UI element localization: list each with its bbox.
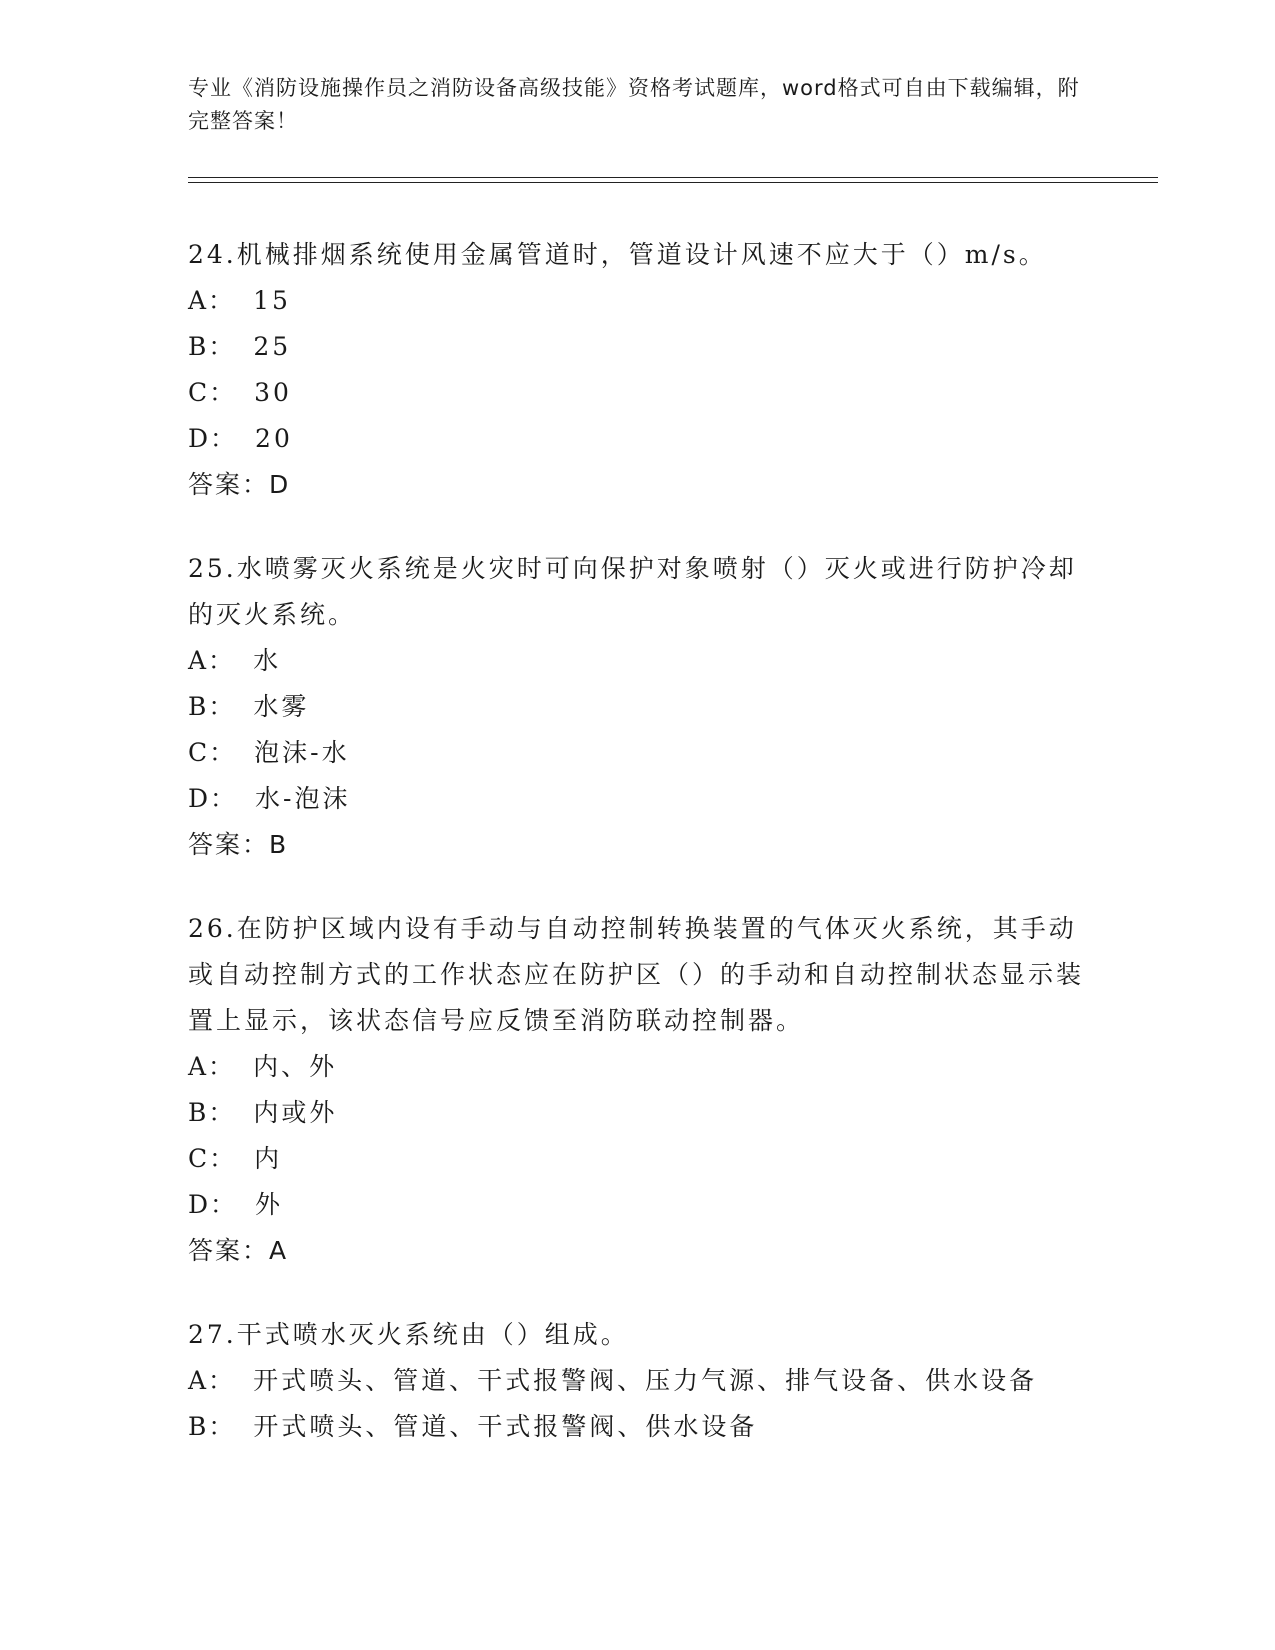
option-b <box>188 1404 1088 1450</box>
option-key: B： <box>188 332 236 361</box>
question-27 <box>188 1312 1088 1450</box>
document-header: 专业《消防设施操作员之消防设备高级技能》资格考试题库，word格式可自由下载编辑，附完整答案！ <box>188 76 1080 133</box>
question-stem: 25.水喷雾灭火系统是火灾时可向保护对象喷射（）灭火或进行防护冷却的灭火系统。 <box>188 554 1077 629</box>
option-text: 泡沫-水 <box>254 738 350 767</box>
question-24 <box>188 232 1088 508</box>
answer-line: 答案：B <box>188 830 289 859</box>
option-text: 开式喷头、管道、干式报警阀、供水设备 <box>253 1412 758 1441</box>
option-key: A： <box>188 286 236 315</box>
option-key: C： <box>188 378 237 407</box>
option-c <box>188 370 1088 416</box>
option-key: B： <box>188 1412 236 1441</box>
option-d <box>188 416 1088 462</box>
option-key: D： <box>188 784 238 813</box>
option-a <box>188 1358 1088 1404</box>
option-text: 外 <box>255 1190 284 1219</box>
question-list <box>188 232 1088 1488</box>
option-d <box>188 1182 1088 1228</box>
option-text: 水 <box>253 646 282 675</box>
option-b <box>188 1090 1088 1136</box>
question-25 <box>188 546 1088 868</box>
option-b <box>188 324 1088 370</box>
question-stem: 26.在防护区域内设有手动与自动控制转换装置的气体灭火系统，其手动或自动控制方式的工作状态应在防护区（）的手动和自动控制状态显示装置上显示，该状态信号应反馈至消防联动控制器。 <box>188 914 1085 1035</box>
option-text: 内、外 <box>253 1052 338 1081</box>
option-text: 开式喷头、管道、干式报警阀、压力气源、排气设备、供水设备 <box>253 1366 1038 1395</box>
option-key: A： <box>188 1052 236 1081</box>
header-divider-bottom <box>188 182 1158 183</box>
option-key: C： <box>188 738 237 767</box>
question-stem: 24.机械排烟系统使用金属管道时，管道设计风速不应大于（）m/s。 <box>188 240 1047 269</box>
option-key: D： <box>188 1190 238 1219</box>
option-a <box>188 278 1088 324</box>
answer-line: 答案：D <box>188 470 291 499</box>
option-key: A： <box>188 646 236 675</box>
option-text: 25 <box>253 332 292 361</box>
answer-line: 答案：A <box>188 1236 289 1265</box>
question-26 <box>188 906 1088 1274</box>
option-text: 水-泡沫 <box>255 784 351 813</box>
option-text: 内或外 <box>253 1098 338 1127</box>
option-text: 15 <box>253 286 291 315</box>
option-b <box>188 684 1088 730</box>
option-key: C： <box>188 1144 237 1173</box>
option-key: A： <box>188 1366 236 1395</box>
option-key: B： <box>188 692 236 721</box>
option-c <box>188 1136 1088 1182</box>
option-text: 30 <box>254 378 292 407</box>
option-a <box>188 638 1088 684</box>
question-stem: 27.干式喷水灭火系统由（）组成。 <box>188 1320 629 1349</box>
option-text: 20 <box>255 424 293 453</box>
option-text: 水雾 <box>253 692 310 721</box>
header-divider-top <box>188 177 1158 178</box>
option-key: D： <box>188 424 238 453</box>
option-c <box>188 730 1088 776</box>
option-a <box>188 1044 1088 1090</box>
option-text: 内 <box>254 1144 283 1173</box>
option-key: B： <box>188 1098 236 1127</box>
option-d <box>188 776 1088 822</box>
